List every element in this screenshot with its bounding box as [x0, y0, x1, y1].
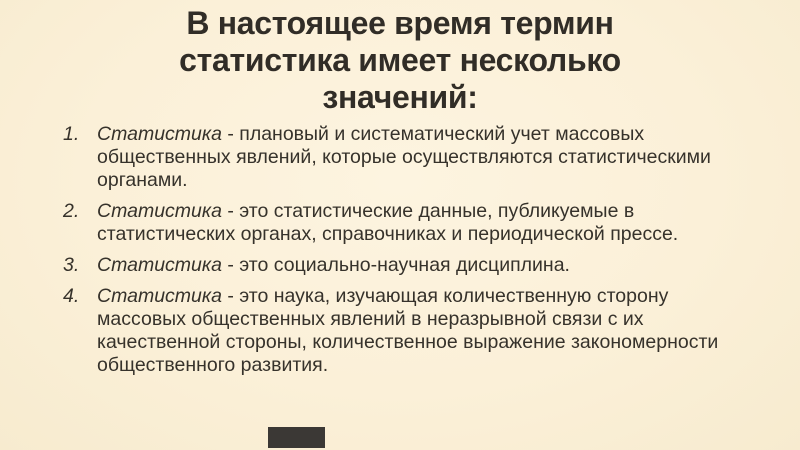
list-item-text: [97, 200, 742, 246]
list-item-text: [97, 123, 742, 192]
list-item-number: 4.: [63, 285, 80, 307]
list-item-term: Статистика: [97, 200, 222, 222]
title-line-1: В настоящее время термин: [186, 5, 614, 41]
definitions-list: [0, 123, 800, 377]
list-item-text: [97, 254, 742, 277]
list-item-number: 1.: [63, 123, 80, 145]
list-item-text: [97, 285, 742, 377]
list-item-term: Статистика: [97, 285, 222, 307]
list-item-number: 3.: [63, 254, 80, 276]
list-item-definition: - это статистические данные, публикуемые в статистических органах, справочниках и периодической прессе.: [97, 200, 679, 245]
title-line-2: статистика имеет несколько: [179, 42, 621, 78]
list-item-term: Статистика: [97, 254, 222, 276]
title-line-3: значений:: [322, 79, 478, 115]
list-item: [63, 123, 752, 192]
list-item: [63, 285, 752, 377]
bottom-dark-marker: [268, 427, 325, 448]
list-item-definition: - плановый и систематический учет массовых общественных явлений, которые осуществляются статистическими органами.: [97, 123, 711, 191]
list-item: [63, 254, 752, 277]
list-item-term: Статистика: [97, 123, 222, 145]
slide-title: [0, 0, 800, 116]
list-item-definition: - это наука, изучающая количественную сторону массовых общественных явлений в неразрывной связи с их качественной стороны, количественное выражение закономерности общественного развития.: [97, 285, 719, 376]
list-item-number: 2.: [63, 200, 80, 222]
list-item-definition: - это социально-научная дисциплина.: [221, 254, 570, 276]
list-item: [63, 200, 752, 246]
